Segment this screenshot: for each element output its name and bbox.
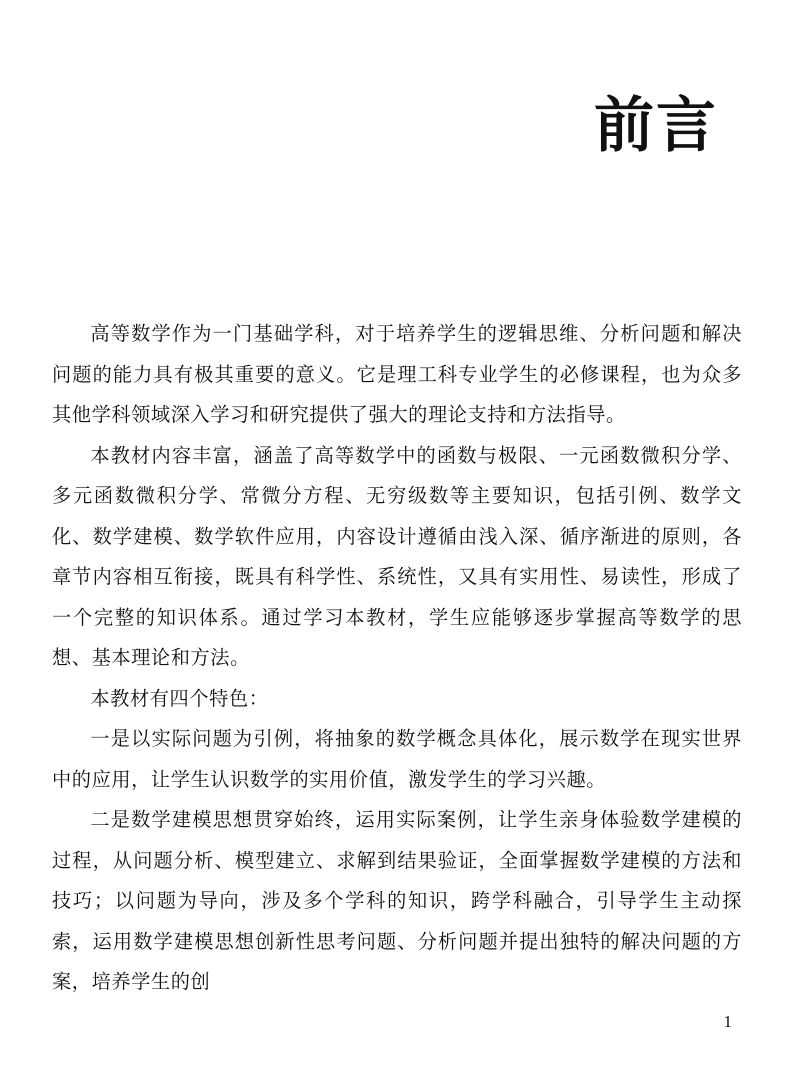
paragraph-feature-one: 一是以实际问题为引例，将抽象的数学概念具体化，展示数学在现实世界中的应用，让学生认识数学的实用价值，激发学生的学习兴趣。: [52, 727, 742, 791]
paragraph-content: 本教材内容丰富，涵盖了高等数学中的函数与极限、一元函数微积分学、多元函数微积分学、常微分方程、无穷级数等主要知识，包括引例、数学文化、数学建模、数学软件应用，内容设计遵循由浅入深、循序渐进的原则，各章节内容相互衔接，既具有科学性、系统性，又具有实用性、易读性，形成了一个完整的知识体系。通过学习本教材，学生应能够逐步掌握高等数学的思想、基本理论和方法。: [52, 443, 742, 669]
paragraph-features-heading: 本教材有四个特色：: [90, 686, 269, 710]
page-title: 前言: [594, 91, 718, 161]
page-number: 1: [723, 1012, 732, 1031]
paragraph-intro: 高等数学作为一门基础学科，对于培养学生的逻辑思维、分析问题和解决问题的能力具有极其重要的意义。它是理工科专业学生的必修课程，也为众多其他学科领域深入学习和研究提供了强大的理论支持和方法指导。: [52, 322, 742, 426]
paragraph-feature-two: 二是数学建模思想贯穿始终，运用实际案例，让学生亲身体验数学建模的过程，从问题分析、模型建立、求解到结果验证，全面掌握数学建模的方法和技巧；以问题为导向，涉及多个学科的知识，跨学科融合，引导学生主动探索，运用数学建模思想创新性思考问题、分析问题并提出独特的解决问题的方案，培养学生的创: [52, 808, 742, 993]
body-text: [52, 314, 742, 1003]
